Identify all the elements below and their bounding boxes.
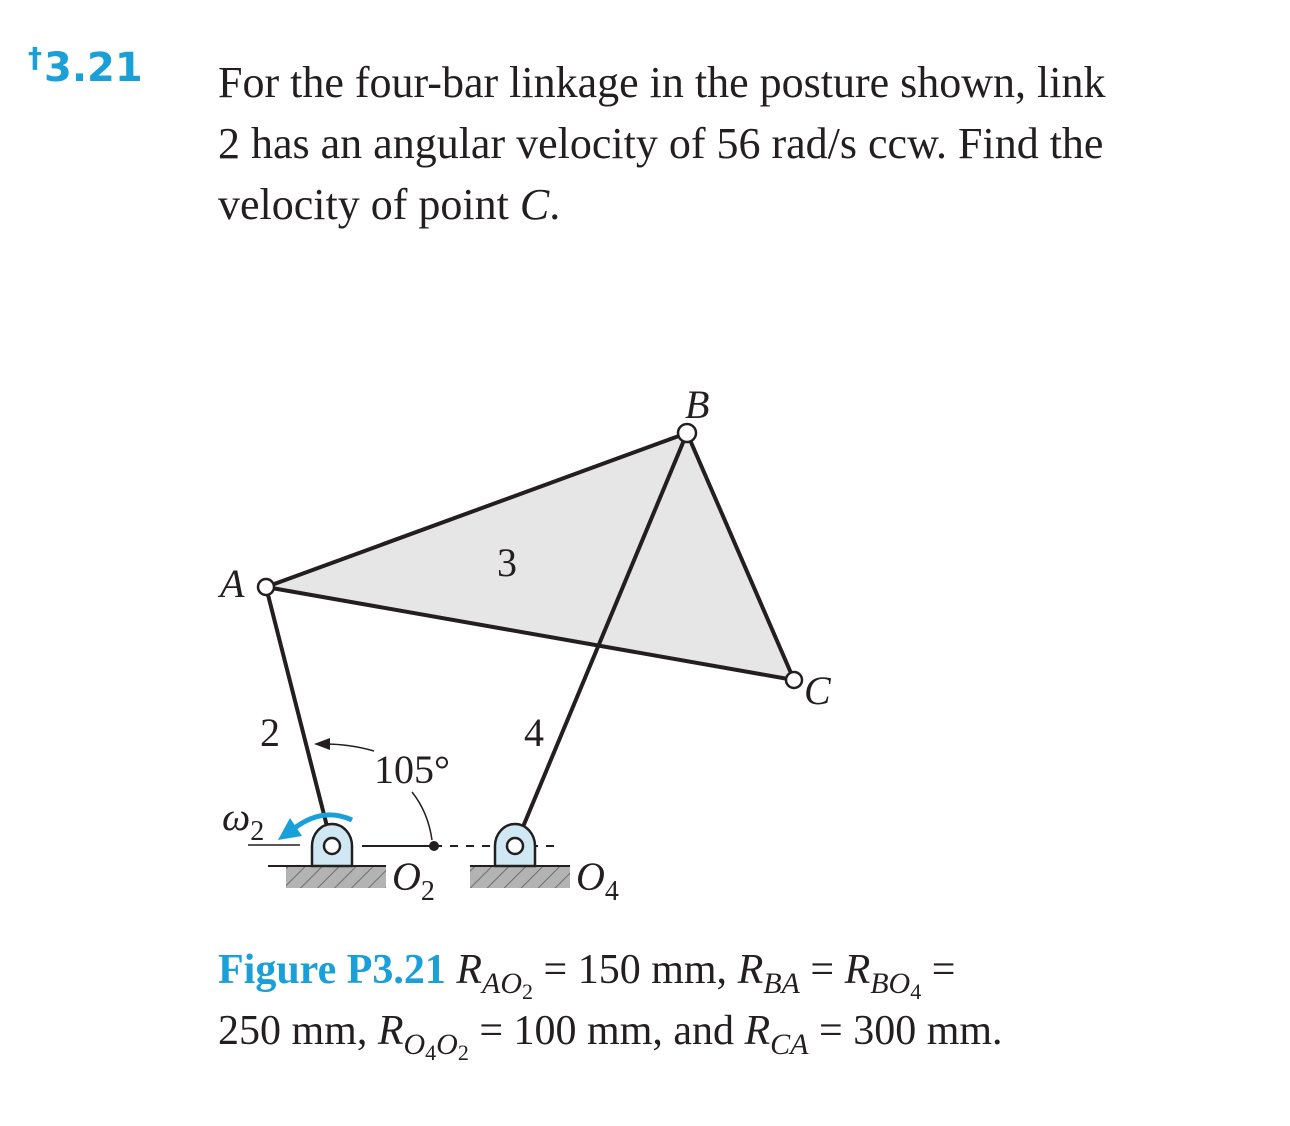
caption-text-6: = 300 mm. [808,1008,1003,1054]
r-ca-sub: CA [770,1028,809,1061]
point-c-symbol: C [519,180,550,229]
problem-line-3-prefix: velocity of point [218,180,520,229]
caption-text-4: 250 mm, [218,1008,378,1054]
omega-subscript: 2 [250,816,265,847]
r-o4o2-subsub-a: 4 [425,1040,437,1065]
caption-text-2: = [799,947,845,993]
reference-point [429,841,439,851]
joint-a [258,579,274,595]
o4-subscript: 4 [604,876,619,907]
label-ground-o2 [392,854,435,907]
label-link-3: 3 [497,540,517,585]
label-point-c: C [804,668,831,713]
problem-line-1: For the four-bar linkage in the posture shown, link [218,58,1106,107]
figure-caption [218,940,1278,1065]
angle-leader [412,792,432,840]
caption-text-5: = 100 mm, and [468,1008,745,1054]
r-o4o2-sub-a: O [403,1028,426,1061]
pivot-joint-o4 [507,838,523,854]
o2-subscript: 2 [420,876,435,907]
ground-block-o2 [286,866,386,888]
label-link-4: 4 [524,710,544,755]
label-angle: 105° [374,747,450,792]
omega-arrowhead [278,818,302,840]
figure-label: Figure P3.21 [218,947,446,993]
r-ao2 [456,947,534,1004]
problem-number-value: 3.21 [44,45,143,91]
r-ao2-sub: AO [482,967,523,1000]
pivot-joint-o2 [324,838,340,854]
o2-symbol: O [392,854,421,899]
problem-line-3-suffix: . [549,180,561,229]
r-bo4-subsub: 4 [910,979,922,1004]
label-ground-o4 [576,854,619,907]
r-bo4-sub: BO [870,967,911,1000]
r-bo4 [844,947,922,1004]
caption-line-1 [218,940,1278,1004]
angle-arc [324,744,374,751]
r-ao2-subsub: 2 [522,979,534,1004]
r-ba [737,947,800,1000]
r-ba-sub: BA [763,967,800,1000]
r-ca [744,1008,809,1061]
joint-c [786,672,802,688]
r-o4o2 [377,1008,469,1065]
label-omega [222,794,264,847]
r-ca-symbol: R [744,1008,771,1054]
caption-text-1: = 150 mm, [533,947,738,993]
r-bo4-symbol: R [844,947,871,993]
angle-arrowhead [314,738,330,750]
o4-symbol: O [576,854,605,899]
dagger-mark: † [28,41,42,74]
r-ba-symbol: R [737,947,764,993]
ground-block-o4 [470,866,570,888]
omega-symbol: ω [222,794,251,839]
caption-line-2 [218,1001,1278,1065]
label-link-2: 2 [260,710,280,755]
r-ao2-symbol: R [456,947,483,993]
r-o4o2-sub-b: O [436,1028,458,1061]
r-o4o2-subsub-b: 2 [457,1040,469,1065]
coupler-link-3 [266,433,794,680]
label-point-b: B [685,382,710,427]
label-point-a: A [220,561,245,606]
caption-text-3: = [921,947,956,993]
problem-line-2: 2 has an angular velocity of 56 rad/s ccw. Find the [218,119,1104,168]
r-o4o2-symbol: R [377,1008,404,1054]
